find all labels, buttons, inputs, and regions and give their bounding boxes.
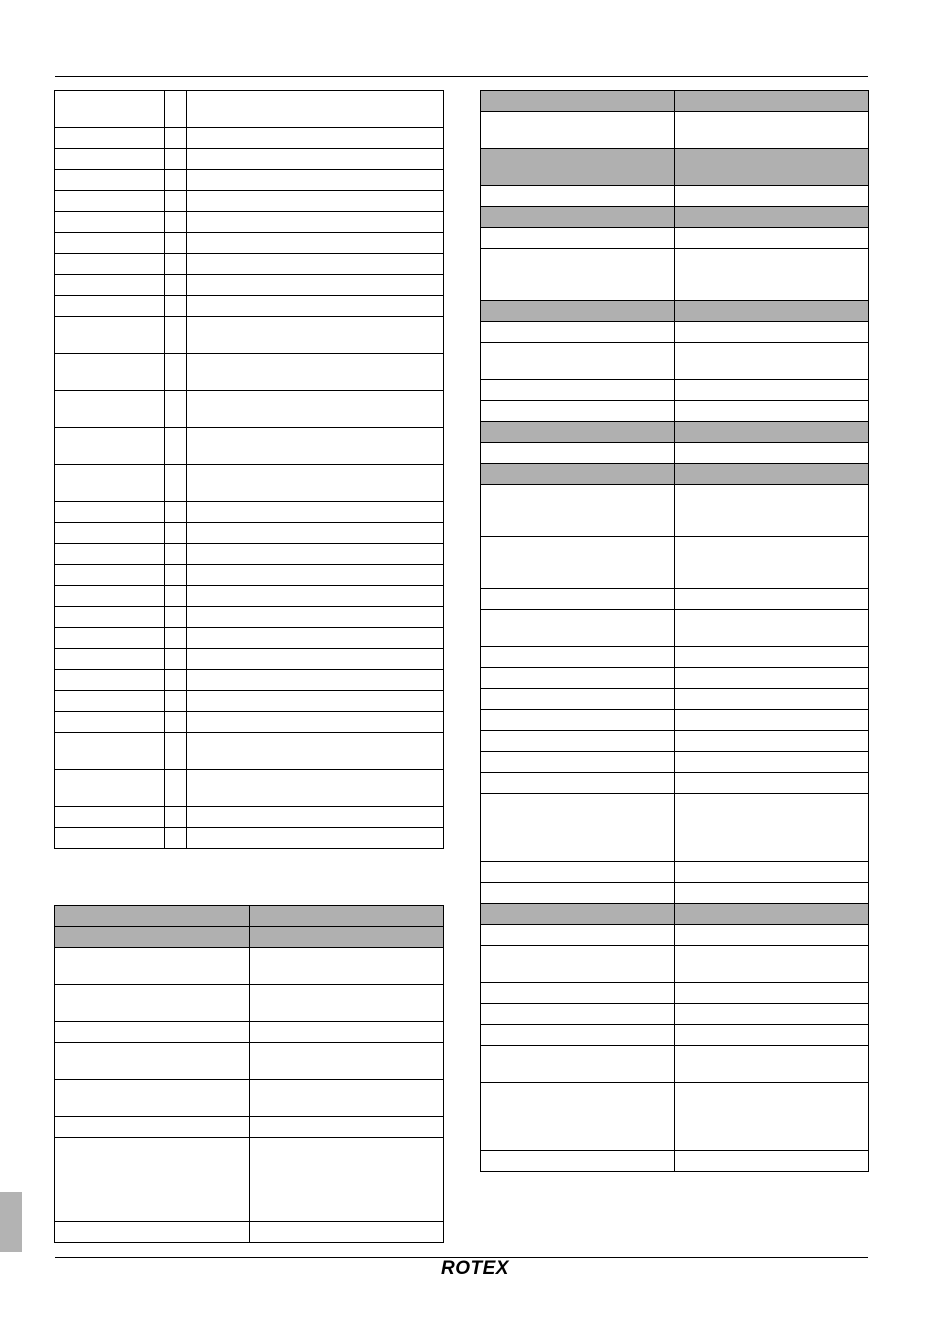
table-row <box>55 691 444 712</box>
table-row <box>55 296 444 317</box>
table-section-row <box>481 904 869 925</box>
table-section-row <box>55 927 444 948</box>
table-row <box>55 428 444 465</box>
table-row <box>55 465 444 502</box>
table-row <box>481 647 869 668</box>
table-row <box>481 883 869 904</box>
table-row <box>481 249 869 301</box>
table-row <box>55 1222 444 1243</box>
table-row <box>481 485 869 537</box>
table-row <box>55 828 444 849</box>
table-row <box>55 1138 444 1222</box>
table-row <box>481 228 869 249</box>
table-row <box>481 186 869 207</box>
table-header-row <box>481 91 869 112</box>
table-row <box>481 343 869 380</box>
table-row <box>55 391 444 428</box>
table-row <box>481 1004 869 1025</box>
table-row <box>55 502 444 523</box>
table-row <box>55 607 444 628</box>
table-section-row <box>481 422 869 443</box>
table-row <box>55 275 444 296</box>
table-row <box>481 443 869 464</box>
table-row <box>55 807 444 828</box>
table-row <box>55 1022 444 1043</box>
table-section-row <box>481 464 869 485</box>
brand-logo: ROTEX <box>441 1258 509 1279</box>
table-row <box>55 1080 444 1117</box>
table-row <box>481 380 869 401</box>
table-row <box>481 112 869 149</box>
table-row <box>481 1083 869 1151</box>
table-row <box>55 712 444 733</box>
table-row <box>481 1151 869 1172</box>
table-right <box>480 90 869 1172</box>
table-row <box>55 544 444 565</box>
table-row <box>55 523 444 544</box>
table-row <box>481 983 869 1004</box>
table-row <box>55 985 444 1022</box>
table-row <box>481 752 869 773</box>
table-row <box>481 1025 869 1046</box>
table-row <box>481 537 869 589</box>
table-row <box>55 233 444 254</box>
table-header-row <box>55 906 444 927</box>
table-row <box>55 770 444 807</box>
table-row <box>481 401 869 422</box>
table-row <box>55 149 444 170</box>
table-row <box>55 254 444 275</box>
table-row <box>481 731 869 752</box>
table-row <box>481 1046 869 1083</box>
table-row <box>481 610 869 647</box>
table-row <box>481 668 869 689</box>
table-row <box>481 689 869 710</box>
table-row <box>55 128 444 149</box>
table-row <box>55 317 444 354</box>
table-row <box>481 773 869 794</box>
table-row <box>55 1117 444 1138</box>
table-section-row <box>481 149 869 186</box>
table-row <box>55 354 444 391</box>
table-row <box>481 322 869 343</box>
table-row <box>55 565 444 586</box>
table-row <box>481 925 869 946</box>
table-row <box>55 948 444 985</box>
table-row <box>481 589 869 610</box>
table-row <box>481 946 869 983</box>
table-left-bottom <box>54 905 444 1243</box>
table-row <box>55 170 444 191</box>
table-row <box>481 862 869 883</box>
header-rule <box>55 76 868 77</box>
table-row <box>55 733 444 770</box>
table-left-top <box>54 90 444 849</box>
table-row <box>55 1043 444 1080</box>
table-row <box>481 710 869 731</box>
table-row <box>55 212 444 233</box>
table-row <box>481 794 869 862</box>
table-row <box>55 586 444 607</box>
table-section-row <box>481 207 869 228</box>
table-row <box>55 628 444 649</box>
table-row <box>55 670 444 691</box>
table-row <box>55 191 444 212</box>
chapter-tab <box>0 1192 22 1252</box>
table-row <box>55 649 444 670</box>
table-row <box>55 91 444 128</box>
table-section-row <box>481 301 869 322</box>
